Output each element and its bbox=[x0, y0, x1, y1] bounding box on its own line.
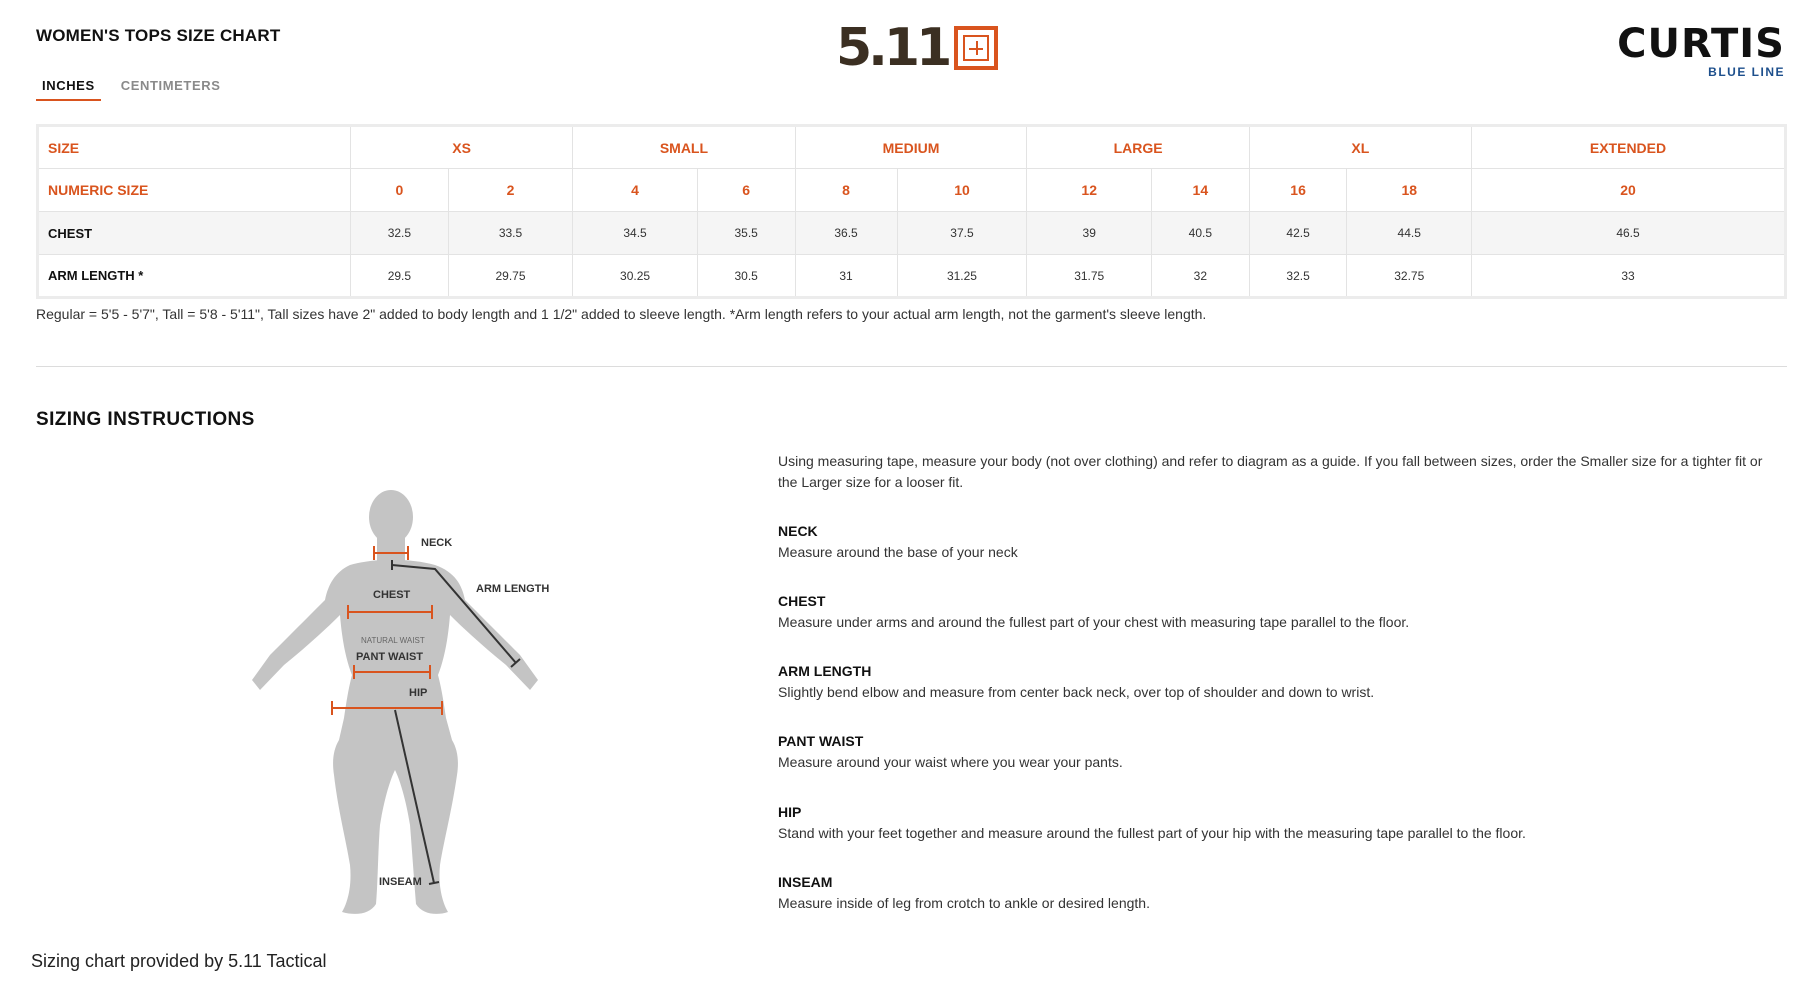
size-group-cell: LARGE bbox=[1027, 126, 1249, 169]
measurement-cell: 32 bbox=[1151, 255, 1249, 298]
measure-neck bbox=[778, 523, 1778, 560]
measurement-cell: 34.5 bbox=[573, 212, 698, 255]
arm-length-row bbox=[38, 255, 1786, 298]
measurement-cell: 29.5 bbox=[351, 255, 449, 298]
measurement-cell: 36.5 bbox=[795, 212, 897, 255]
measure-hip bbox=[778, 804, 1778, 841]
measurement-cell: 33 bbox=[1472, 255, 1786, 298]
numeric-size-cell: 16 bbox=[1249, 169, 1347, 212]
size-group-cell: MEDIUM bbox=[795, 126, 1027, 169]
chart-credit: Sizing chart provided by 5.11 Tactical bbox=[31, 951, 327, 971]
measurement-cell: 31 bbox=[795, 255, 897, 298]
tab-inches[interactable]: INCHES bbox=[36, 76, 101, 101]
chest-row bbox=[38, 212, 1786, 255]
measurement-cell: 35.5 bbox=[697, 212, 795, 255]
measure-arm-length bbox=[778, 663, 1778, 700]
numeric-size-cell: 20 bbox=[1472, 169, 1786, 212]
measure-text: Measure inside of leg from crotch to ankle or desired length. bbox=[778, 895, 1150, 911]
arm-length-label: ARM LENGTH * bbox=[38, 255, 351, 298]
measurement-cell: 32.75 bbox=[1347, 255, 1472, 298]
divider bbox=[36, 366, 1787, 367]
numeric-size-label: NUMERIC SIZE bbox=[38, 169, 351, 212]
size-table bbox=[36, 124, 1787, 299]
numeric-size-cell: 8 bbox=[795, 169, 897, 212]
numeric-size-cell: 2 bbox=[448, 169, 573, 212]
logo-curtis-sub: BLUE LINE bbox=[1708, 65, 1785, 79]
logo-curtis-main: CURTIS bbox=[1617, 21, 1785, 67]
size-group-cell: XS bbox=[351, 126, 573, 169]
tab-centimeters[interactable]: CENTIMETERS bbox=[120, 78, 221, 93]
measurement-cell: 31.25 bbox=[897, 255, 1027, 298]
measurement-cell: 31.75 bbox=[1027, 255, 1152, 298]
numeric-size-cell: 0 bbox=[351, 169, 449, 212]
measure-text: Measure under arms and around the fullest part of your chest with measuring tape parallel to the floor. bbox=[778, 614, 1410, 630]
measure-text: Slightly bend elbow and measure from center back neck, over top of shoulder and down to wrist. bbox=[778, 684, 1375, 700]
diagram-label-hip: HIP bbox=[409, 687, 428, 699]
logo-511-plus-icon bbox=[954, 26, 998, 70]
measure-text: Measure around the base of your neck bbox=[778, 544, 1018, 560]
diagram-label-pant-waist: PANT WAIST bbox=[356, 651, 424, 663]
diagram-label-chest: CHEST bbox=[373, 589, 411, 601]
unit-tabs bbox=[36, 76, 227, 101]
measurement-cell: 33.5 bbox=[448, 212, 573, 255]
measure-heading: HIP bbox=[778, 804, 802, 820]
logo-curtis bbox=[1617, 21, 1785, 79]
measurement-cell: 32.5 bbox=[351, 212, 449, 255]
measure-heading: CHEST bbox=[778, 593, 826, 609]
measure-heading: INSEAM bbox=[778, 874, 833, 890]
measurement-cell: 30.25 bbox=[573, 255, 698, 298]
size-group-cell: EXTENDED bbox=[1472, 126, 1786, 169]
diagram-label-neck: NECK bbox=[421, 537, 453, 549]
measurement-cell: 29.75 bbox=[448, 255, 573, 298]
numeric-size-cell: 10 bbox=[897, 169, 1027, 212]
logo-511 bbox=[836, 18, 998, 78]
size-note: Regular = 5'5 - 5'7", Tall = 5'8 - 5'11", Tall sizes have 2" added to body length and 1 1/2" added to sleeve length. *Arm length refers to your actual arm length, not the garment's sleeve length. bbox=[36, 306, 1207, 322]
measure-pant-waist bbox=[778, 733, 1778, 770]
measurement-cell: 30.5 bbox=[697, 255, 795, 298]
size-group-row bbox=[38, 126, 1786, 169]
instructions-intro: Using measuring tape, measure your body (not over clothing) and refer to diagram as a guide. If you fall between sizes, order the Smaller size for a tighter fit or the Larger size for a looser fit. bbox=[778, 453, 1763, 490]
size-group-cell: XL bbox=[1249, 126, 1471, 169]
measurement-cell: 46.5 bbox=[1472, 212, 1786, 255]
logo-511-text: 5.11 bbox=[836, 18, 949, 78]
measure-text: Measure around your waist where you wear your pants. bbox=[778, 754, 1123, 770]
measure-text: Stand with your feet together and measure around the fullest part of your hip with the measuring tape parallel to the floor. bbox=[778, 825, 1526, 841]
numeric-size-cell: 14 bbox=[1151, 169, 1249, 212]
size-label: SIZE bbox=[38, 126, 351, 169]
measurement-cell: 40.5 bbox=[1151, 212, 1249, 255]
measurement-cell: 39 bbox=[1027, 212, 1152, 255]
instructions-title: SIZING INSTRUCTIONS bbox=[36, 409, 255, 430]
size-group-cell: SMALL bbox=[573, 126, 795, 169]
measure-heading: NECK bbox=[778, 523, 818, 539]
numeric-size-cell: 6 bbox=[697, 169, 795, 212]
measure-heading: ARM LENGTH bbox=[778, 663, 872, 679]
diagram-label-natural-waist: NATURAL WAIST bbox=[361, 636, 425, 645]
numeric-size-cell: 12 bbox=[1027, 169, 1152, 212]
measurement-cell: 32.5 bbox=[1249, 255, 1347, 298]
measurement-cell: 42.5 bbox=[1249, 212, 1347, 255]
diagram-label-inseam: INSEAM bbox=[379, 876, 422, 888]
chest-label: CHEST bbox=[38, 212, 351, 255]
body-diagram bbox=[200, 480, 600, 930]
numeric-size-row bbox=[38, 169, 1786, 212]
measurement-cell: 44.5 bbox=[1347, 212, 1472, 255]
numeric-size-cell: 4 bbox=[573, 169, 698, 212]
diagram-label-arm-length: ARM LENGTH bbox=[476, 583, 550, 595]
measure-inseam bbox=[778, 874, 1778, 911]
measure-chest bbox=[778, 593, 1778, 630]
numeric-size-cell: 18 bbox=[1347, 169, 1472, 212]
page-title: WOMEN'S TOPS SIZE CHART bbox=[36, 26, 281, 45]
measure-heading: PANT WAIST bbox=[778, 733, 864, 749]
measurement-cell: 37.5 bbox=[897, 212, 1027, 255]
